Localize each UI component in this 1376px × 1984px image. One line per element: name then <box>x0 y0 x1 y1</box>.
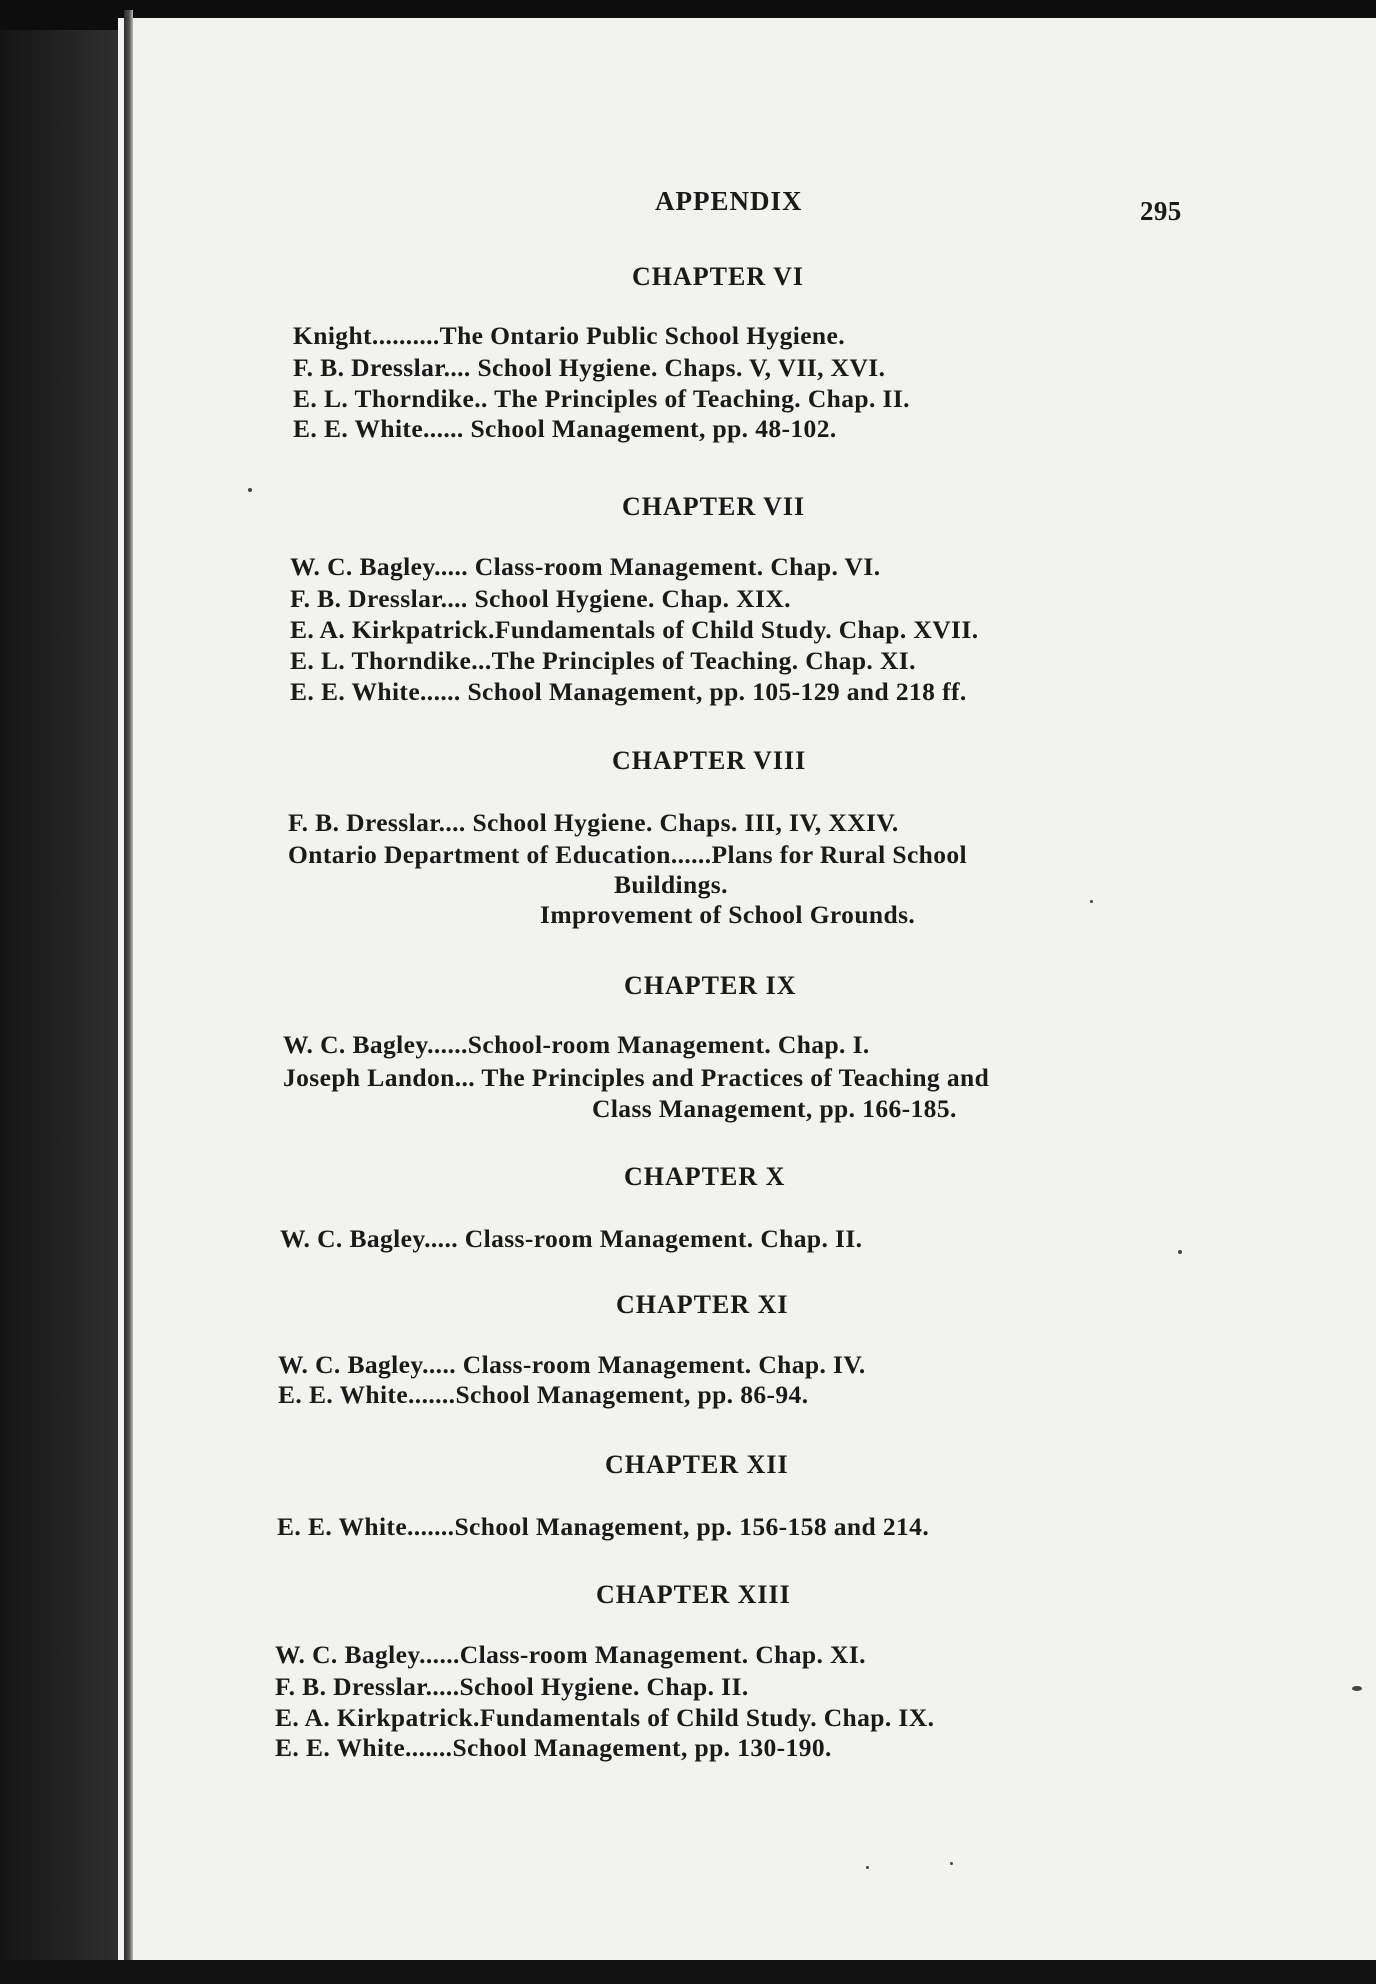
reference-entry: E. E. White...... School Management, pp. 48-102. <box>293 414 837 443</box>
reference-entry: E. L. Thorndike...The Principles of Teaching. Chap. XI. <box>290 646 916 675</box>
reference-entry: W. C. Bagley..... Class-room Management. Chap. IV. <box>278 1350 866 1379</box>
reference-entry: E. E. White...... School Management, pp. 105-129 and 218 ff. <box>290 677 967 706</box>
running-header: APPENDIX <box>655 186 803 216</box>
scan-speck <box>1178 1250 1182 1254</box>
book-gutter <box>0 0 118 1984</box>
chapter-heading: CHAPTER XII <box>605 1450 789 1479</box>
scan-speck <box>248 488 252 492</box>
chapter-heading: CHAPTER X <box>624 1162 786 1191</box>
reference-entry: E. E. White.......School Management, pp. 86-94. <box>278 1380 809 1409</box>
reference-entry-continuation: Class Management, pp. 166-185. <box>592 1094 957 1123</box>
reference-entry: Joseph Landon... The Principles and Practices of Teaching and <box>283 1063 990 1092</box>
scan-speck <box>950 1862 953 1865</box>
scan-speck <box>1090 900 1093 903</box>
scan-border-bottom <box>0 1960 1376 1984</box>
chapter-heading: CHAPTER XI <box>616 1290 789 1319</box>
chapter-heading: CHAPTER VI <box>632 262 805 291</box>
reference-entry: W. C. Bagley..... Class-room Management. Chap. VI. <box>290 552 881 581</box>
chapter-heading: CHAPTER VIII <box>612 746 807 775</box>
scan-speck <box>1352 1686 1362 1691</box>
reference-entry: F. B. Dresslar.....School Hygiene. Chap. II. <box>275 1672 749 1701</box>
reference-entry: F. B. Dresslar.... School Hygiene. Chap. XIX. <box>290 584 791 613</box>
reference-entry-continuation: Buildings. <box>614 870 728 899</box>
reference-entry: W. C. Bagley......Class-room Management. Chap. XI. <box>275 1640 866 1669</box>
page-number: 295 <box>1140 196 1182 226</box>
reference-entry: F. B. Dresslar.... School Hygiene. Chaps. III, IV, XXIV. <box>288 808 899 837</box>
chapter-heading: CHAPTER VII <box>622 492 806 521</box>
reference-entry: Knight..........The Ontario Public School Hygiene. <box>293 321 846 350</box>
reference-entry: E. L. Thorndike.. The Principles of Teaching. Chap. II. <box>293 384 910 413</box>
reference-entry: W. C. Bagley..... Class-room Management. Chap. II. <box>280 1224 863 1253</box>
reference-entry: E. A. Kirkpatrick.Fundamentals of Child Study. Chap. XVII. <box>290 615 979 644</box>
book-spine-edge <box>124 10 133 1970</box>
chapter-heading: CHAPTER IX <box>624 971 797 1000</box>
reference-entry: F. B. Dresslar.... School Hygiene. Chaps. V, VII, XVI. <box>293 353 886 382</box>
reference-entry: W. C. Bagley......School-room Management. Chap. I. <box>283 1030 870 1059</box>
scan-speck <box>866 1866 869 1869</box>
reference-entry: E. E. White.......School Management, pp. 130-190. <box>275 1733 832 1762</box>
reference-entry: Improvement of School Grounds. <box>540 900 916 929</box>
reference-entry: E. A. Kirkpatrick.Fundamentals of Child Study. Chap. IX. <box>275 1703 935 1732</box>
reference-entry: E. E. White.......School Management, pp. 156-158 and 214. <box>277 1512 930 1541</box>
chapter-heading: CHAPTER XIII <box>596 1580 791 1609</box>
reference-entry: Ontario Department of Education......Plans for Rural School <box>288 840 968 869</box>
